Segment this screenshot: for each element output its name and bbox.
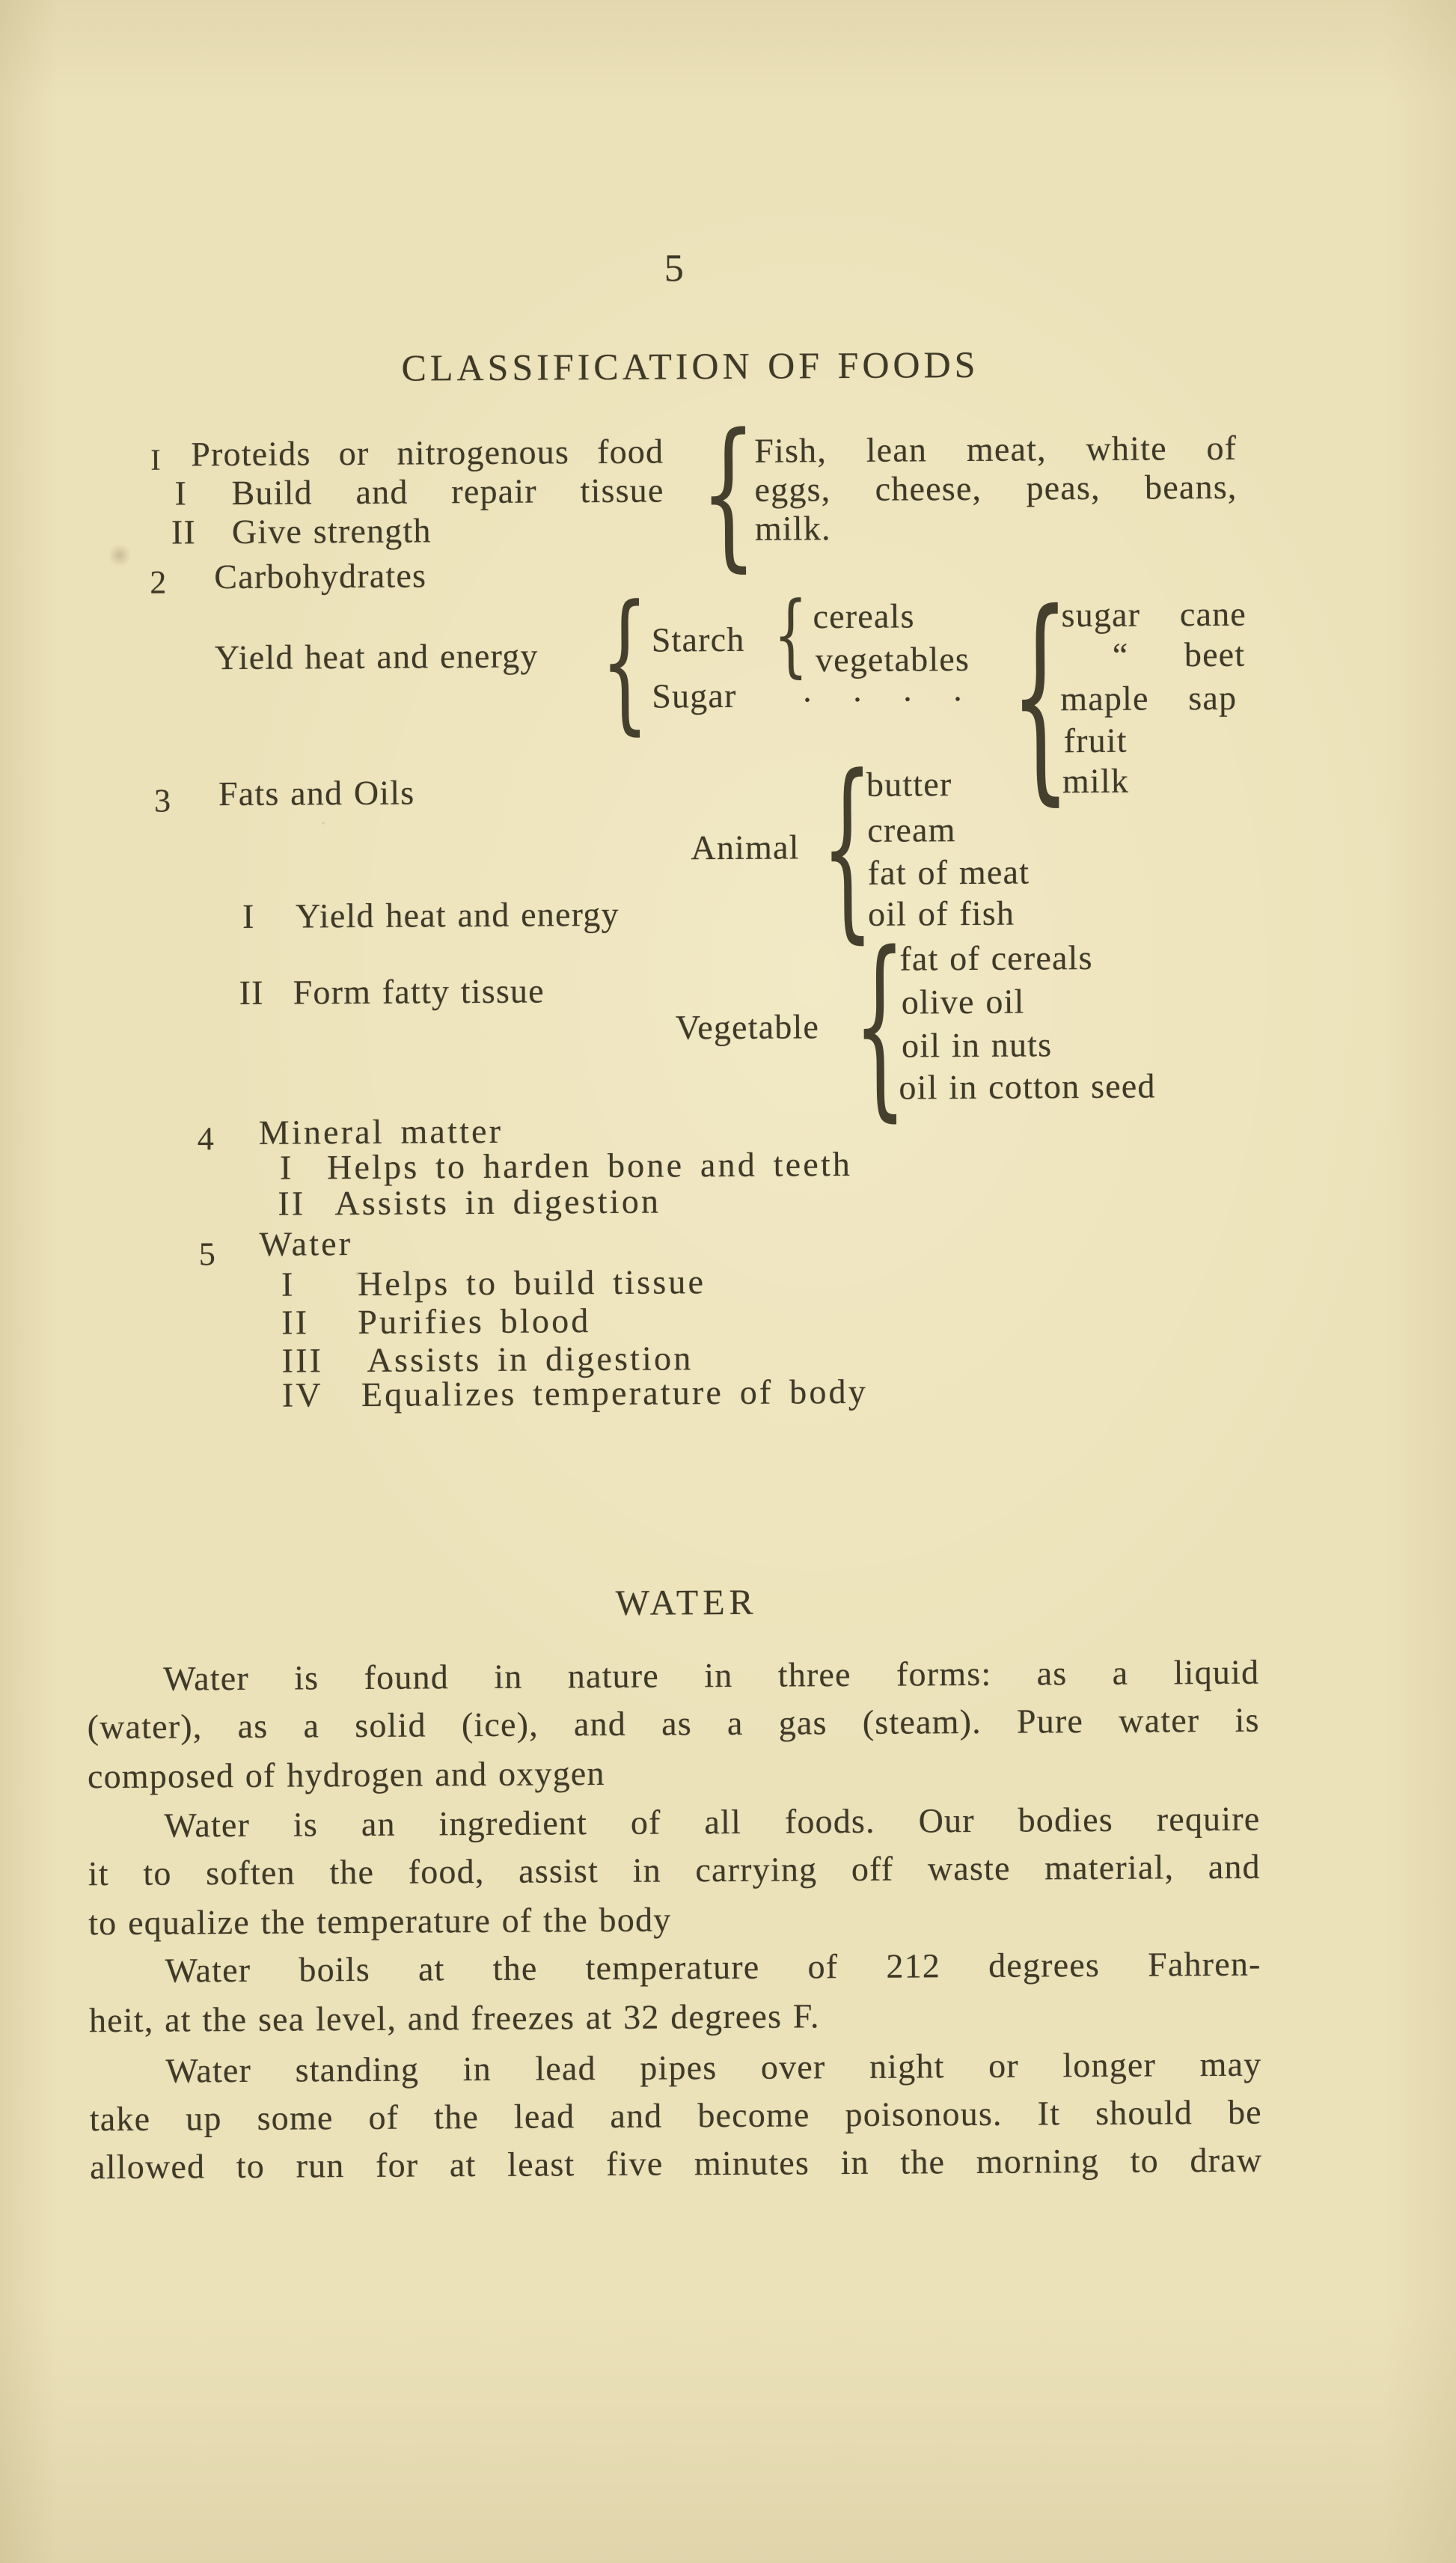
outline-item-5-sub-1-label: Helps to build tissue: [357, 1262, 706, 1304]
leader-dots: . . . .: [803, 670, 962, 709]
sugar-label: Sugar: [652, 676, 737, 715]
sugar-source: beet: [1184, 635, 1246, 674]
outline-item-4-sub-2-numeral: II: [278, 1184, 306, 1223]
outline-item-5-sub-2-numeral: II: [281, 1303, 310, 1342]
outline-item-4-sub-2-label: Assists in digestion: [334, 1182, 661, 1223]
starch-label: Starch: [651, 620, 745, 659]
water-paragraph-line: allowed to run for at least five minutes in the morning to draw: [90, 2140, 1263, 2187]
outline-item-1-example-line: milk.: [754, 509, 831, 548]
water-paragraph-line: heit, at the sea level, and freezes at 32 degrees F.: [88, 1997, 820, 2040]
outline-item-1-sub-1-numeral: I: [174, 474, 188, 513]
vegetable-label: Vegetable: [675, 1007, 820, 1047]
vegetable-fat-item: oil in nuts: [901, 1025, 1053, 1065]
starch-source: vegetables: [815, 640, 970, 679]
outline-item-1-example-line: eggs, cheese, peas, beans,: [754, 467, 1238, 509]
curly-brace-sugar-sources: {: [1009, 565, 1071, 825]
outline-item-5-sub-4-numeral: IV: [281, 1375, 324, 1414]
outline-item-3-sub-1-numeral: I: [242, 896, 255, 935]
ditto-mark: “: [1112, 635, 1129, 674]
water-paragraph-line: take up some of the lead and become poisonous. It should be: [89, 2092, 1262, 2139]
sugar-source: sugar cane: [1061, 594, 1247, 635]
outline-item-4-title: Mineral matter: [258, 1111, 504, 1152]
outline-item-3-title: Fats and Oils: [218, 773, 415, 813]
outline-item-5-sub-3-numeral: III: [281, 1341, 324, 1380]
sugar-source: maple sap: [1060, 678, 1238, 718]
outline-item-4-number: 4: [197, 1120, 217, 1158]
curly-brace-animal: {: [820, 734, 875, 962]
starch-source: cereals: [813, 596, 915, 636]
water-paragraph-line: to equalize the temperature of the body: [88, 1900, 672, 1943]
sugar-source: fruit: [1063, 721, 1128, 760]
outline-item-1-sub-1-label: Build and repair tissue: [231, 471, 664, 513]
animal-fat-item: oil of fish: [867, 893, 1015, 933]
outline-item-3-sub-1-label: Yield heat and energy: [295, 894, 620, 935]
outline-item-4-sub-1-numeral: I: [279, 1148, 294, 1187]
section-heading-water: WATER: [615, 1582, 758, 1623]
outline-item-3-number: 3: [153, 782, 172, 819]
page-number: 5: [664, 247, 685, 290]
vegetable-fat-item: oil in cotton seed: [899, 1066, 1156, 1107]
outline-item-5-sub-4-label: Equalizes temperature of body: [361, 1372, 869, 1414]
outline-item-1-title: Proteids or nitrogenous food: [191, 432, 664, 474]
outline-item-3-sub-2-label: Form fatty tissue: [293, 971, 545, 1012]
sugar-source: milk: [1062, 761, 1130, 801]
outline-item-1-example-line: Fish, lean meat, white of: [754, 428, 1238, 470]
outline-item-1-sub-2-label: Give strength: [231, 511, 432, 552]
animal-fat-item: butter: [866, 765, 952, 804]
curly-brace-vegetable: {: [852, 910, 907, 1139]
vegetable-fat-item: olive oil: [901, 982, 1025, 1021]
outline-item-5-number: 5: [198, 1235, 218, 1273]
water-paragraph-line: Water is found in nature in three forms: as a liquid: [163, 1652, 1260, 1698]
animal-label: Animal: [691, 828, 800, 867]
outline-item-5-title: Water: [259, 1224, 353, 1263]
outline-item-5-sub-2-label: Purifies blood: [358, 1301, 591, 1342]
water-paragraph-line: Water standing in lead pipes over night or longer may: [165, 2044, 1262, 2090]
water-paragraph-line: it to soften the food, assist in carrying off waste material, and: [88, 1847, 1261, 1893]
curly-brace-proteids: {: [700, 398, 757, 587]
outline-item-1-number: I: [150, 442, 162, 477]
water-paragraph-line: Water boils at the temperature of 212 degrees Fahren-: [165, 1944, 1261, 1990]
outline-item-2-function-label: Yield heat and energy: [214, 636, 539, 677]
outline-item-5-sub-3-label: Assists in digestion: [367, 1339, 694, 1379]
outline-item-5-sub-1-numeral: I: [281, 1265, 296, 1304]
outline-item-2-title: Carbohydrates: [214, 556, 427, 596]
water-paragraph-line: (water), as a solid (ice), and as a gas (steam). Pure water is: [87, 1700, 1260, 1747]
water-paragraph-line: Water is an ingredient of all foods. Our bodies require: [164, 1799, 1261, 1845]
water-paragraph-line: composed of hydrogen and oxygen: [87, 1754, 605, 1796]
animal-fat-item: cream: [867, 810, 956, 849]
outline-item-4-sub-1-label: Helps to harden bone and teeth: [326, 1144, 853, 1187]
vegetable-fat-item: fat of cereals: [899, 938, 1093, 978]
animal-fat-item: fat of meat: [867, 852, 1030, 892]
curly-brace-starch: {: [773, 583, 809, 688]
outline-item-3-sub-2-numeral: II: [239, 973, 264, 1012]
outline-item-1-sub-2-numeral: II: [171, 513, 197, 552]
curly-brace-carbohydrates: {: [600, 572, 649, 750]
outline-item-2-number: 2: [150, 563, 168, 601]
chapter-title: CLASSIFICATION OF FOODS: [401, 343, 979, 389]
